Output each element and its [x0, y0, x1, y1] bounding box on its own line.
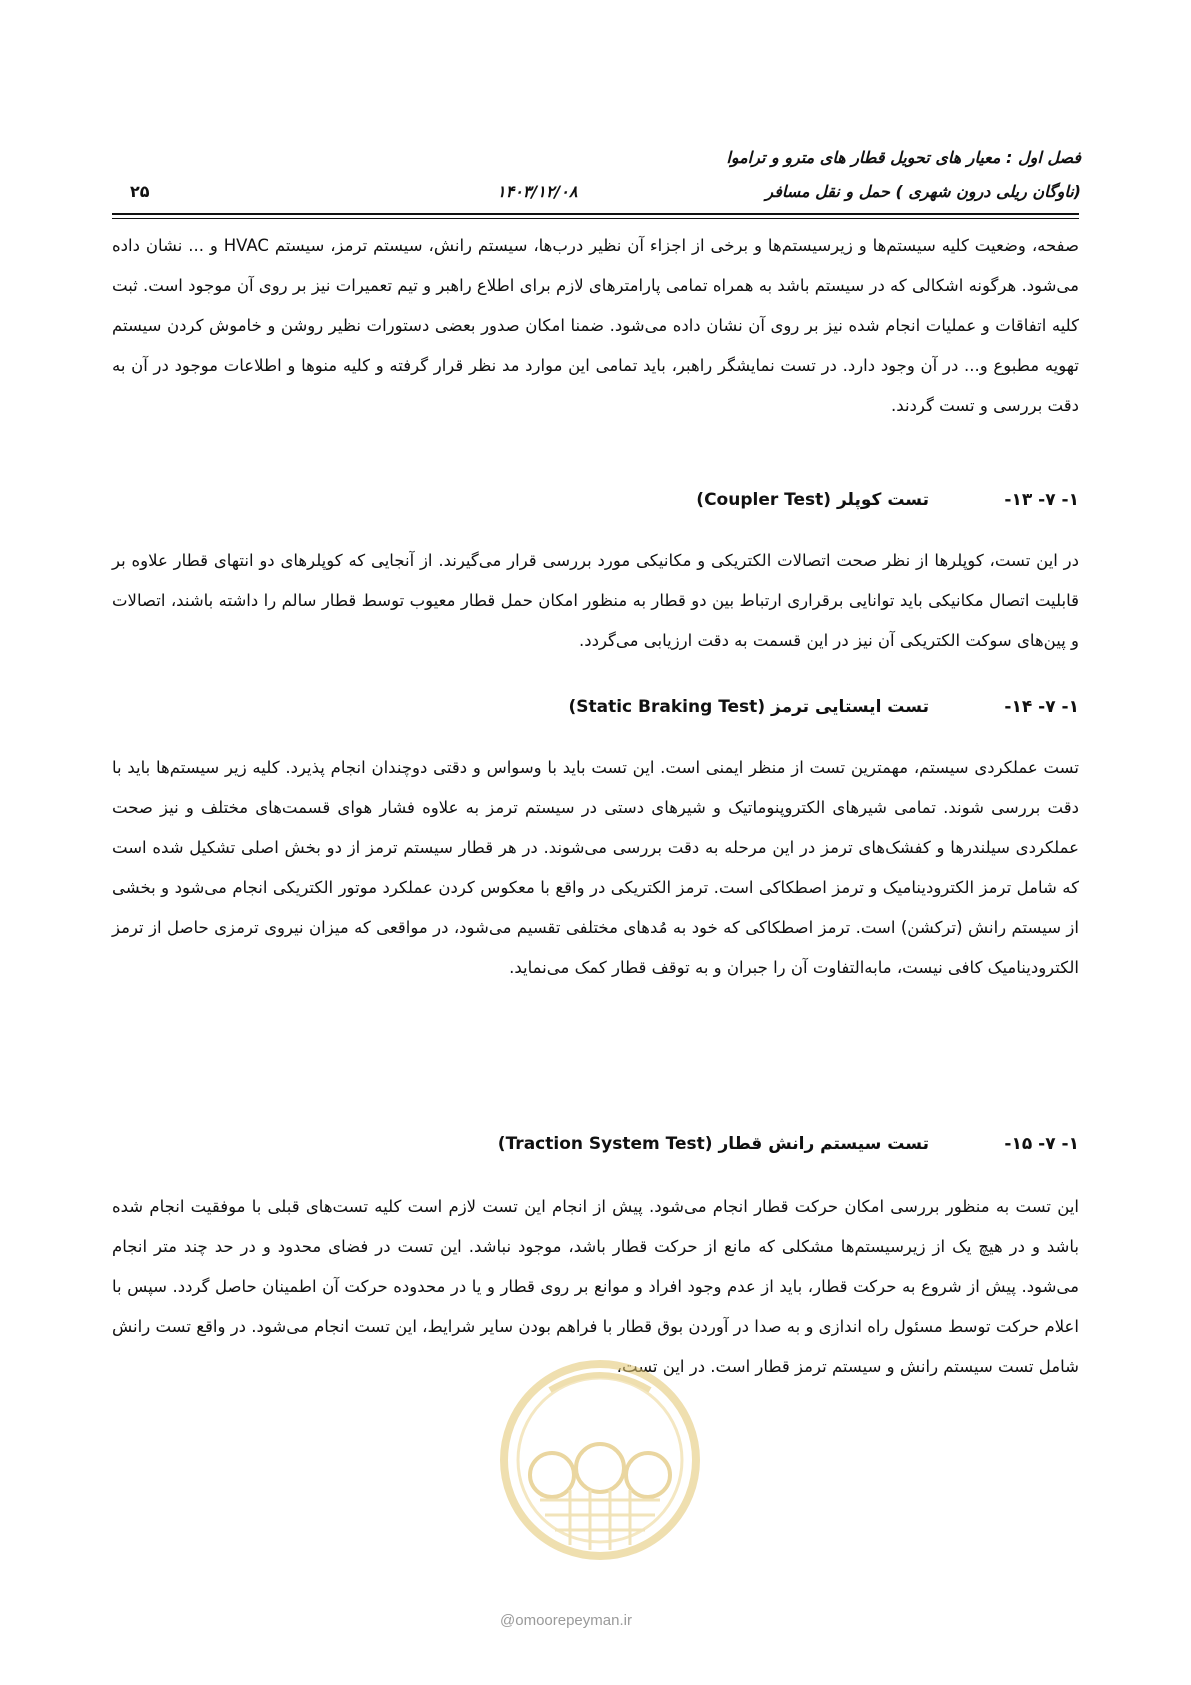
page-number: ۲۵ [130, 182, 150, 201]
section-title: تست سیستم رانش قطار (Traction System Test) [497, 1134, 929, 1154]
section-heading-static-braking [112, 697, 1079, 727]
watermark-seal-icon [490, 1350, 710, 1610]
traction-paragraph: این تست به منظور بررسی امکان حرکت قطار انجام می‌شود. پیش از انجام این تست لازم است کلیه تست‌های قبلی با موفقیت انجام شده باشد و در هیچ یک از زیرسیستم‌ها مشکلی که مانع از حرکت قطار باشد، موجود نباشد. این تست در فضای محدود و در حد چند متر انجام می‌شود. پیش از شروع به حرکت قطار، باید از عدم وجود افراد و موانع بر روی قطار و یا در محدوده حرکت آن اطمینان حاصل گردد. سپس با اعلام حرکت توسط مسئول راه اندازی و به صدا در آوردن بوق قطار با فراهم بودن سایر شرایط، این تست انجام می‌شود. در واقع تست رانش شامل تست سیستم رانش و سیستم ترمز قطار است. در این تست، [112, 1197, 1079, 1376]
intro-paragraph: صفحه، وضعیت کلیه سیستم‌ها و زیرسیستم‌ها و برخی از اجزاء آن نظیر درب‌ها، سیستم رانش، سیستم ترمز، سیستم HVAC و ... نشان داده می‌شود. هرگونه اشکالی که در سیستم باشد به همراه تمامی پارامترهای لازم برای اطلاع راهبر و تیم تعمیرات نیز بر روی آن موجود است. ثبت کلیه اتفاقات و عملیات انجام شده نیز بر روی آن نشان داده می‌شود. ضمنا امکان صدور بعضی دستورات نظیر روشن و خاموش کردن سیستم تهویه مطبوع و... در آن وجود دارد. در تست نمایشگر راهبر، باید تمامی این موارد مد نظر قرار گرفته و کلیه منوها و اطلاعات موجود در آن به دقت بررسی و تست گردند. [112, 236, 1079, 415]
section-heading-coupler [112, 490, 1079, 520]
section-number: ۱- ۷- ۱۳- [1004, 490, 1079, 510]
section-number: ۱- ۷- ۱۴- [1004, 697, 1079, 717]
watermark-text: @omoorepeyman.ir [500, 1612, 632, 1629]
coupler-paragraph: در این تست، کوپلرها از نظر صحت اتصالات الکتریکی و مکانیکی مورد بررسی قرار می‌گیرند. از آنجایی که کوپلرهای دو انتهای قطار علاوه بر قابلیت اتصال مکانیکی باید توانایی برقراری ارتباط بین دو قطار به منظور امکان حمل قطار معیوب توسط قطار سالم را داشته باشند، اتصالات و پین‌های سوکت الکتریکی آن نیز در این قسمت به دقت ارزیابی می‌گردد. [112, 551, 1079, 650]
section-number: ۱- ۷- ۱۵- [1004, 1134, 1079, 1154]
chapter-title: فصل اول : معیار های تحویل قطار های مترو و تراموا [726, 148, 1081, 167]
section-title: تست کوپلر (Coupler Test) [696, 490, 929, 510]
header-date: ۱۴۰۳/۱۲/۰۸ [497, 182, 578, 201]
chapter-subtitle: (ناوگان ریلی درون شهری ) حمل و نقل مسافر [765, 182, 1081, 201]
header-rule-thin [112, 218, 1079, 219]
header-rule-thick [112, 213, 1079, 215]
static-braking-paragraph: تست عملکردی سیستم، مهمترین تست از منظر ایمنی است. این تست باید با وسواس و دقتی دوچندان انجام پذیرد. کلیه زیر سیستم‌ها باید با دقت بررسی شوند. تمامی شیرهای الکتروپنوماتیک و شیرهای دستی در سیستم ترمز به علاوه فشار هوای قسمت‌های مختلف و نیز صحت عملکردی سیلندرها و کفشک‌های ترمز در این مرحله به دقت بررسی می‌شوند. در هر قطار سیستم ترمز از دو بخش اصلی تشکیل شده است که شامل ترمز الکترودینامیک و ترمز اصطکاکی است. ترمز الکتریکی در واقع با معکوس کردن عملکرد موتور الکتریکی انجام می‌شود و بخشی از سیستم رانش (ترکشن) است. ترمز اصطکاکی که خود به مُدهای مختلفی تقسیم می‌شود، در مواقعی که میزان نیروی ترمزی حاصل از ترمز الکترودینامیک کافی نیست، مابه‌التفاوت آن را جبران و به توقف قطار کمک می‌نماید. [112, 758, 1079, 977]
section-title: تست ایستایی ترمز (Static Braking Test) [568, 697, 929, 717]
section-heading-traction [112, 1134, 1079, 1164]
